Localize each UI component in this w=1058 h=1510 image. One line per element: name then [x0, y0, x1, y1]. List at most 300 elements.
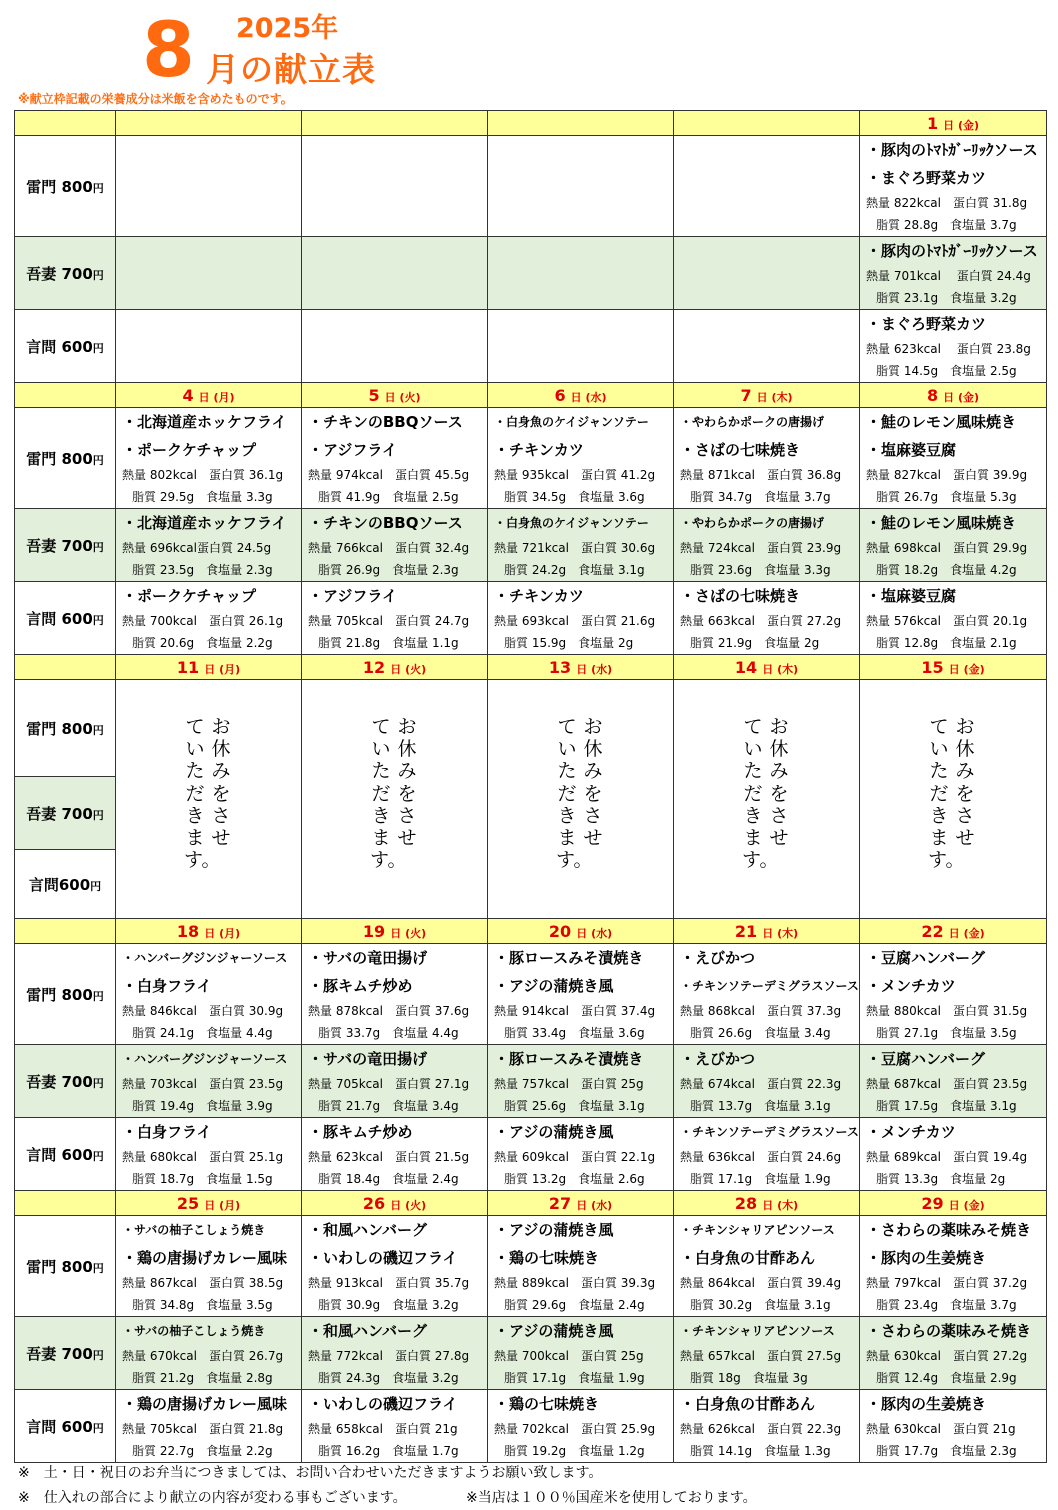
menu-cell [860, 509, 1047, 582]
dish-name: ・和風ハンバーグ [308, 1221, 427, 1239]
nutrition-line: 熱量 871kcal 蛋白質 36.8g [680, 468, 842, 482]
menu-table [14, 110, 1047, 1463]
nutrition-line: 脂質 23.1g 食塩量 3.2g [876, 291, 1017, 305]
dish-name: ・鶏の唐揚げカレー風味 [122, 1249, 288, 1267]
nutrition-line: 熱量 880kcal 蛋白質 31.5g [866, 1004, 1028, 1018]
dish-name: ・白身魚の甘酢あん [680, 1395, 816, 1413]
dish-name: ・白身フライ [122, 977, 212, 995]
dish-name: ・チキンシャリアピンソース [680, 1223, 835, 1237]
menu-cell [302, 310, 488, 383]
dish-name: ・ハンバーグジンジャーソース [122, 951, 288, 965]
plan-row-azuma [15, 509, 1047, 582]
plan-name: 雷門 800 [26, 449, 93, 468]
menu-cell [860, 582, 1047, 655]
closed-cell [860, 680, 1047, 919]
menu-cell [116, 1216, 302, 1317]
plan-row-azuma [15, 1317, 1047, 1390]
nutrition-line: 熱量 702kcal 蛋白質 25.9g [494, 1422, 656, 1436]
menu-cell [116, 582, 302, 655]
menu-cell [674, 237, 860, 310]
closed-text-col1: お休みをさせ [211, 716, 231, 850]
dish-name: ・ハンバーグジンジャーソース [122, 1052, 288, 1066]
yen-unit: 円 [92, 268, 104, 282]
plan-label-kototoi [15, 310, 116, 383]
day-number: 4 [182, 385, 194, 405]
dish-name: ・チキンカツ [494, 587, 584, 605]
nutrition-line: 熱量 658kcal 蛋白質 21g [308, 1422, 458, 1436]
nutrition-line: 熱量 878kcal 蛋白質 37.6g [308, 1004, 470, 1018]
plan-name: 雷門 800 [26, 985, 93, 1004]
dish-name: ・いわしの磯辺フライ [308, 1395, 458, 1413]
menu-cell [674, 310, 860, 383]
date-cell [674, 383, 860, 408]
date-cell-empty [15, 655, 116, 680]
nutrition-line: 熱量 705kcal 蛋白質 21.8g [122, 1422, 284, 1436]
dish-name: ・豚ロースみそ漬焼き [494, 1050, 644, 1068]
plan-row-kaminarimon [15, 944, 1047, 1045]
menu-cell [860, 1118, 1047, 1191]
dish-name: ・アジの蒲焼き風 [494, 1123, 614, 1141]
menu-cell [302, 1118, 488, 1191]
day-number: 26 [362, 1193, 386, 1213]
dish-name: ・えびかつ [680, 1050, 756, 1068]
plan-name: 吾妻 700 [26, 536, 93, 555]
dish-name: ・ポークケチャップ [122, 587, 256, 605]
dish-name: ・メンチカツ [866, 1123, 956, 1141]
menu-cell [302, 1045, 488, 1118]
date-row [15, 383, 1047, 408]
dish-name: ・豚キムチ炒め [308, 977, 413, 995]
dish-name: ・塩麻婆豆腐 [866, 441, 957, 459]
closed-text-col2: ていただきます。 [184, 716, 221, 872]
closed-notice [370, 716, 418, 871]
dish-name: ・豚肉のﾄﾏﾄｶﾞｰﾘｯｸソース [866, 242, 1038, 260]
nutrition-line: 熱量 721kcal 蛋白質 30.6g [494, 541, 656, 555]
date-cell [116, 111, 302, 136]
dish-name: ・さばの七味焼き [680, 587, 801, 605]
yen-unit: 円 [92, 540, 104, 554]
dish-name: ・チキンソテーデミグラスソース [680, 979, 859, 993]
date-cell [860, 1191, 1047, 1216]
yen-unit: 円 [92, 989, 104, 1003]
closed-text-col1: お休みをさせ [583, 716, 603, 850]
nutrition-line: 熱量 766kcal 蛋白質 32.4g [308, 541, 470, 555]
nutrition-line: 熱量 724kcal 蛋白質 23.9g [680, 541, 842, 555]
plan-label-kaminarimon [15, 136, 116, 237]
dish-name: ・サバの柚子こしょう焼き [122, 1223, 266, 1237]
nutrition-line: 脂質 14.5g 食塩量 2.5g [876, 364, 1017, 378]
yen-unit: 円 [92, 453, 104, 467]
menu-cell [860, 1317, 1047, 1390]
dish-name: ・鮭のレモン風味焼き [866, 413, 1017, 431]
dish-name: ・チキンシャリアピンソース [680, 1324, 835, 1338]
plan-name: 雷門 800 [26, 719, 93, 738]
dish-name: ・アジの蒲焼き風 [494, 1221, 614, 1239]
menu-cell [302, 1390, 488, 1463]
nutrition-line: 脂質 26.9g 食塩量 2.3g [318, 563, 459, 577]
dish-name: ・白身魚のケイジャンソテー [494, 415, 649, 429]
yen-unit: 円 [90, 879, 102, 893]
plan-label-azuma [15, 777, 116, 850]
menu-cell [116, 1390, 302, 1463]
dish-name: ・鮭のレモン風味焼き [866, 514, 1017, 532]
menu-cell [116, 237, 302, 310]
nutrition-line: 熱量 636kcal 蛋白質 24.6g [680, 1150, 842, 1164]
day-weekday: 日 (金) [943, 118, 980, 132]
nutrition-line: 熱量 974kcal 蛋白質 45.5g [308, 468, 470, 482]
dish-name: ・やわらかポークの唐揚げ [680, 415, 825, 429]
closed-cell [674, 680, 860, 919]
plan-label-kototoi [15, 582, 116, 655]
dish-name: ・アジの蒲焼き風 [494, 1322, 614, 1340]
date-row [15, 111, 1047, 136]
date-cell-empty [15, 1191, 116, 1216]
dish-name: ・北海道産ホッケフライ [122, 514, 287, 532]
menu-cell [488, 237, 674, 310]
day-number: 14 [734, 657, 758, 677]
plan-name: 吾妻 700 [26, 264, 93, 283]
date-cell [302, 1191, 488, 1216]
yen-unit: 円 [92, 808, 104, 822]
menu-cell [116, 1118, 302, 1191]
dish-name: ・チキンのBBQソース [308, 413, 463, 431]
page-title: 月の献立表 [206, 50, 376, 89]
menu-cell [488, 582, 674, 655]
nutrition-line: 熱量 757kcal 蛋白質 25g [494, 1077, 644, 1091]
menu-cell [674, 582, 860, 655]
day-weekday: 日 (金) [948, 662, 985, 676]
date-cell [302, 655, 488, 680]
day-number: 8 [926, 385, 939, 405]
nutrition-line: 熱量 630kcal 蛋白質 21g [866, 1422, 1016, 1436]
day-number: 28 [734, 1193, 758, 1213]
menu-cell [302, 237, 488, 310]
day-weekday: 日 (木) [762, 926, 799, 940]
day-weekday: 日 (火) [390, 1198, 427, 1212]
day-number: 27 [548, 1193, 572, 1213]
date-cell [116, 383, 302, 408]
date-cell-empty [15, 383, 116, 408]
date-row [15, 1191, 1047, 1216]
year-label: 2025年 [236, 13, 339, 44]
dish-name: ・アジの蒲焼き風 [494, 977, 614, 995]
plan-label-kaminarimon [15, 944, 116, 1045]
dish-name: ・まぐろ野菜カツ [866, 169, 987, 187]
menu-cell [860, 1216, 1047, 1317]
day-weekday: 日 (月) [204, 662, 241, 676]
dish-name: ・塩麻婆豆腐 [866, 587, 957, 605]
dish-name: ・白身魚のケイジャンソテー [494, 516, 649, 530]
dish-name: ・鶏の唐揚げカレー風味 [122, 1395, 288, 1413]
plan-name: 言問 600 [26, 1145, 93, 1164]
day-weekday: 日 (月) [198, 390, 235, 404]
menu-cell [488, 1045, 674, 1118]
yen-unit: 円 [92, 1149, 104, 1163]
nutrition-line: 脂質 26.7g 食塩量 5.3g [876, 490, 1017, 504]
nutrition-line: 熱量 802kcal 蛋白質 36.1g [122, 468, 284, 482]
date-cell [488, 383, 674, 408]
day-weekday: 日 (木) [762, 1198, 799, 1212]
menu-cell [302, 582, 488, 655]
yen-unit: 円 [92, 181, 104, 195]
nutrition-line: 熱量 609kcal 蛋白質 22.1g [494, 1150, 656, 1164]
date-cell [116, 655, 302, 680]
menu-cell [860, 944, 1047, 1045]
date-cell [488, 919, 674, 944]
nutrition-line: 熱量 864kcal 蛋白質 39.4g [680, 1276, 842, 1290]
nutrition-line: 熱量 797kcal 蛋白質 37.2g [866, 1276, 1028, 1290]
nutrition-line: 脂質 17.1g 食塩量 1.9g [690, 1172, 831, 1186]
menu-cell [488, 310, 674, 383]
dish-name: ・やわらかポークの唐揚げ [680, 516, 825, 530]
menu-cell [302, 944, 488, 1045]
dish-name: ・サバの竜田揚げ [308, 1050, 428, 1068]
day-weekday: 日 (火) [384, 390, 421, 404]
dish-name: ・ポークケチャップ [122, 441, 256, 459]
nutrition-line: 熱量 827kcal 蛋白質 39.9g [866, 468, 1028, 482]
menu-cell [860, 1390, 1047, 1463]
footer-note-1: ※ 土・日・祝日のお弁当につきましては、お問い合わせいただきますようお願い致します。 [18, 1465, 603, 1481]
nutrition-line: 脂質 17.7g 食塩量 2.3g [876, 1444, 1017, 1458]
date-cell [860, 919, 1047, 944]
plan-row-kototoi [15, 1118, 1047, 1191]
closed-cell [488, 680, 674, 919]
nutrition-line: 脂質 22.7g 食塩量 2.2g [132, 1444, 273, 1458]
menu-cell [860, 310, 1047, 383]
date-cell [860, 111, 1047, 136]
nutrition-line: 脂質 21.8g 食塩量 1.1g [318, 636, 459, 650]
nutrition-line: 脂質 28.8g 食塩量 3.7g [876, 218, 1017, 232]
nutrition-line: 脂質 18g 食塩量 3g [690, 1371, 808, 1385]
menu-cell [674, 1118, 860, 1191]
nutrition-line: 脂質 21.9g 食塩量 2g [690, 636, 820, 650]
nutrition-line: 脂質 23.5g 食塩量 2.3g [132, 563, 273, 577]
day-number: 7 [740, 385, 752, 405]
footer-note-2: ※ 仕入れの部合により献立の内容が変わる事もございます。 [18, 1490, 407, 1506]
nutrition-line: 熱量 689kcal 蛋白質 19.4g [866, 1150, 1028, 1164]
dish-name: ・えびかつ [680, 949, 756, 967]
nutrition-line: 脂質 25.6g 食塩量 3.1g [504, 1099, 645, 1113]
nutrition-line: 脂質 17.5g 食塩量 3.1g [876, 1099, 1017, 1113]
nutrition-line: 熱量 846kcal 蛋白質 30.9g [122, 1004, 284, 1018]
nutrition-line: 脂質 21.7g 食塩量 3.4g [318, 1099, 459, 1113]
menu-cell [116, 408, 302, 509]
nutrition-line: 脂質 26.6g 食塩量 3.4g [690, 1026, 831, 1040]
nutrition-line: 熱量 822kcal 蛋白質 31.8g [866, 196, 1028, 210]
date-cell-empty [15, 919, 116, 944]
yen-unit: 円 [92, 341, 104, 355]
dish-name: ・和風ハンバーグ [308, 1322, 427, 1340]
date-row [15, 655, 1047, 680]
day-weekday: 日 (水) [570, 390, 607, 404]
nutrition-line: 熱量 657kcal 蛋白質 27.5g [680, 1349, 842, 1363]
closed-notice [184, 716, 232, 871]
menu-cell [488, 408, 674, 509]
date-cell [674, 111, 860, 136]
yen-unit: 円 [92, 1076, 104, 1090]
plan-label-kaminarimon [15, 408, 116, 509]
nutrition-line: 熱量 868kcal 蛋白質 37.3g [680, 1004, 842, 1018]
nutrition-line: 脂質 29.6g 食塩量 2.4g [504, 1298, 645, 1312]
nutrition-line: 脂質 16.2g 食塩量 1.7g [318, 1444, 459, 1458]
nutrition-line: 脂質 12.8g 食塩量 2.1g [876, 636, 1017, 650]
day-weekday: 日 (水) [576, 1198, 613, 1212]
plan-row-kaminarimon [15, 408, 1047, 509]
menu-cell [488, 1118, 674, 1191]
nutrition-line: 熱量 693kcal 蛋白質 21.6g [494, 614, 656, 628]
plan-label-kaminarimon [15, 680, 116, 777]
nutrition-line: 熱量 701kcal 蛋白質 24.4g [866, 269, 1031, 283]
yen-unit: 円 [92, 613, 104, 627]
menu-cell [302, 408, 488, 509]
menu-cell [860, 408, 1047, 509]
day-weekday: 日 (金) [948, 926, 985, 940]
dish-name: ・サバの柚子こしょう焼き [122, 1324, 266, 1338]
nutrition-line: 脂質 34.7g 食塩量 3.7g [690, 490, 831, 504]
nutrition-line: 脂質 29.5g 食塩量 3.3g [132, 490, 273, 504]
dish-name: ・豆腐ハンバーグ [866, 1050, 985, 1068]
dish-name: ・チキンのBBQソース [308, 514, 463, 532]
nutrition-line: 熱量 623kcal 蛋白質 23.8g [866, 342, 1031, 356]
nutrition-line: 熱量 630kcal 蛋白質 27.2g [866, 1349, 1028, 1363]
nutrition-note: ※献立枠記載の栄養成分は米飯を含めたものです。 [18, 92, 293, 106]
nutrition-line: 脂質 18.7g 食塩量 1.5g [132, 1172, 273, 1186]
date-cell [674, 919, 860, 944]
nutrition-line: 熱量 626kcal 蛋白質 22.3g [680, 1422, 842, 1436]
date-cell [116, 919, 302, 944]
closed-cell [302, 680, 488, 919]
plan-name: 吾妻 700 [26, 1072, 93, 1091]
yen-unit: 円 [92, 723, 104, 737]
day-number: 18 [176, 921, 200, 941]
dish-name: ・豚ロースみそ漬焼き [494, 949, 644, 967]
nutrition-line: 熱量 889kcal 蛋白質 39.3g [494, 1276, 656, 1290]
day-weekday: 日 (月) [204, 1198, 241, 1212]
menu-cell [674, 944, 860, 1045]
nutrition-line: 熱量 696kcal蛋白質 24.5g [122, 541, 272, 555]
date-cell [488, 655, 674, 680]
plan-label-kototoi [15, 1390, 116, 1463]
closed-text-col1: お休みをさせ [397, 716, 417, 850]
day-number: 6 [554, 385, 566, 405]
day-number: 25 [176, 1193, 200, 1213]
date-cell [674, 655, 860, 680]
closed-notice [742, 716, 790, 871]
day-number: 20 [548, 921, 572, 941]
day-weekday: 日 (木) [756, 390, 793, 404]
nutrition-line: 脂質 19.4g 食塩量 3.9g [132, 1099, 273, 1113]
menu-cell [116, 1045, 302, 1118]
nutrition-line: 脂質 18.4g 食塩量 2.4g [318, 1172, 459, 1186]
menu-cell [116, 136, 302, 237]
dish-name: ・白身魚の甘酢あん [680, 1249, 816, 1267]
menu-cell [116, 310, 302, 383]
day-weekday: 日 (水) [576, 662, 613, 676]
plan-label-azuma [15, 237, 116, 310]
plan-name: 言問 600 [26, 337, 93, 356]
nutrition-line: 熱量 623kcal 蛋白質 21.5g [308, 1150, 470, 1164]
nutrition-line: 脂質 20.6g 食塩量 2.2g [132, 636, 273, 650]
menu-cell [488, 1317, 674, 1390]
nutrition-line: 脂質 33.7g 食塩量 4.4g [318, 1026, 459, 1040]
nutrition-line: 脂質 34.5g 食塩量 3.6g [504, 490, 645, 504]
nutrition-line: 脂質 17.1g 食塩量 1.9g [504, 1371, 645, 1385]
dish-name: ・いわしの磯辺フライ [308, 1249, 458, 1267]
day-number: 15 [921, 657, 944, 677]
nutrition-line: 脂質 18.2g 食塩量 4.2g [876, 563, 1017, 577]
dish-name: ・鶏の七味焼き [494, 1249, 600, 1267]
date-cell [302, 383, 488, 408]
nutrition-line: 脂質 13.7g 食塩量 3.1g [690, 1099, 831, 1113]
date-cell [302, 111, 488, 136]
month-number: 8 [142, 5, 195, 94]
menu-cell [116, 944, 302, 1045]
nutrition-line: 熱量 687kcal 蛋白質 23.5g [866, 1077, 1028, 1091]
plan-row-kototoi [15, 310, 1047, 383]
dish-name: ・まぐろ野菜カツ [866, 315, 987, 333]
menu-cell [116, 509, 302, 582]
dish-name: ・さわらの薬味みそ焼き [866, 1221, 1032, 1239]
dish-name: ・チキンソテーデミグラスソース [680, 1125, 859, 1139]
menu-cell [674, 1317, 860, 1390]
plan-name: 吾妻 700 [26, 1344, 93, 1363]
day-number: 22 [921, 921, 944, 941]
day-weekday: 日 (火) [390, 926, 427, 940]
plan-name: 雷門 800 [26, 177, 93, 196]
closed-notice [556, 716, 604, 871]
date-cell [674, 1191, 860, 1216]
plan-name: 言問 600 [26, 1417, 93, 1436]
menu-cell [302, 1216, 488, 1317]
menu-cell [302, 1317, 488, 1390]
dish-name: ・北海道産ホッケフライ [122, 413, 287, 431]
day-number: 12 [362, 657, 386, 677]
menu-cell [116, 1317, 302, 1390]
nutrition-line: 脂質 13.3g 食塩量 2g [876, 1172, 1006, 1186]
closed-text-col2: ていただきます。 [742, 716, 779, 872]
nutrition-line: 脂質 41.9g 食塩量 2.5g [318, 490, 459, 504]
date-cell [302, 919, 488, 944]
plan-label-azuma [15, 1317, 116, 1390]
nutrition-line: 熱量 663kcal 蛋白質 27.2g [680, 614, 842, 628]
menu-cell [674, 1045, 860, 1118]
day-weekday: 日 (月) [204, 926, 241, 940]
dish-name: ・さばの七味焼き [680, 441, 801, 459]
day-number: 21 [734, 921, 758, 941]
menu-cell [302, 136, 488, 237]
date-cell-empty [15, 111, 116, 136]
plan-row-kaminarimon [15, 680, 1047, 777]
closed-text-col2: ていただきます。 [928, 716, 965, 872]
day-number: 5 [368, 385, 380, 405]
dish-name: ・白身フライ [122, 1123, 212, 1141]
closed-notice [928, 716, 976, 871]
nutrition-line: 熱量 913kcal 蛋白質 35.7g [308, 1276, 470, 1290]
nutrition-line: 熱量 705kcal 蛋白質 27.1g [308, 1077, 470, 1091]
nutrition-line: 熱量 670kcal 蛋白質 26.7g [122, 1349, 284, 1363]
plan-label-azuma [15, 509, 116, 582]
plan-row-kototoi [15, 582, 1047, 655]
nutrition-line: 脂質 34.8g 食塩量 3.5g [132, 1298, 273, 1312]
menu-cell [860, 136, 1047, 237]
menu-cell [302, 509, 488, 582]
nutrition-line: 脂質 12.4g 食塩量 2.9g [876, 1371, 1017, 1385]
plan-row-kaminarimon [15, 1216, 1047, 1317]
dish-name: ・豚肉の生姜焼き [866, 1395, 987, 1413]
nutrition-line: 脂質 13.2g 食塩量 2.6g [504, 1172, 645, 1186]
menu-cell [488, 1390, 674, 1463]
date-cell [116, 1191, 302, 1216]
